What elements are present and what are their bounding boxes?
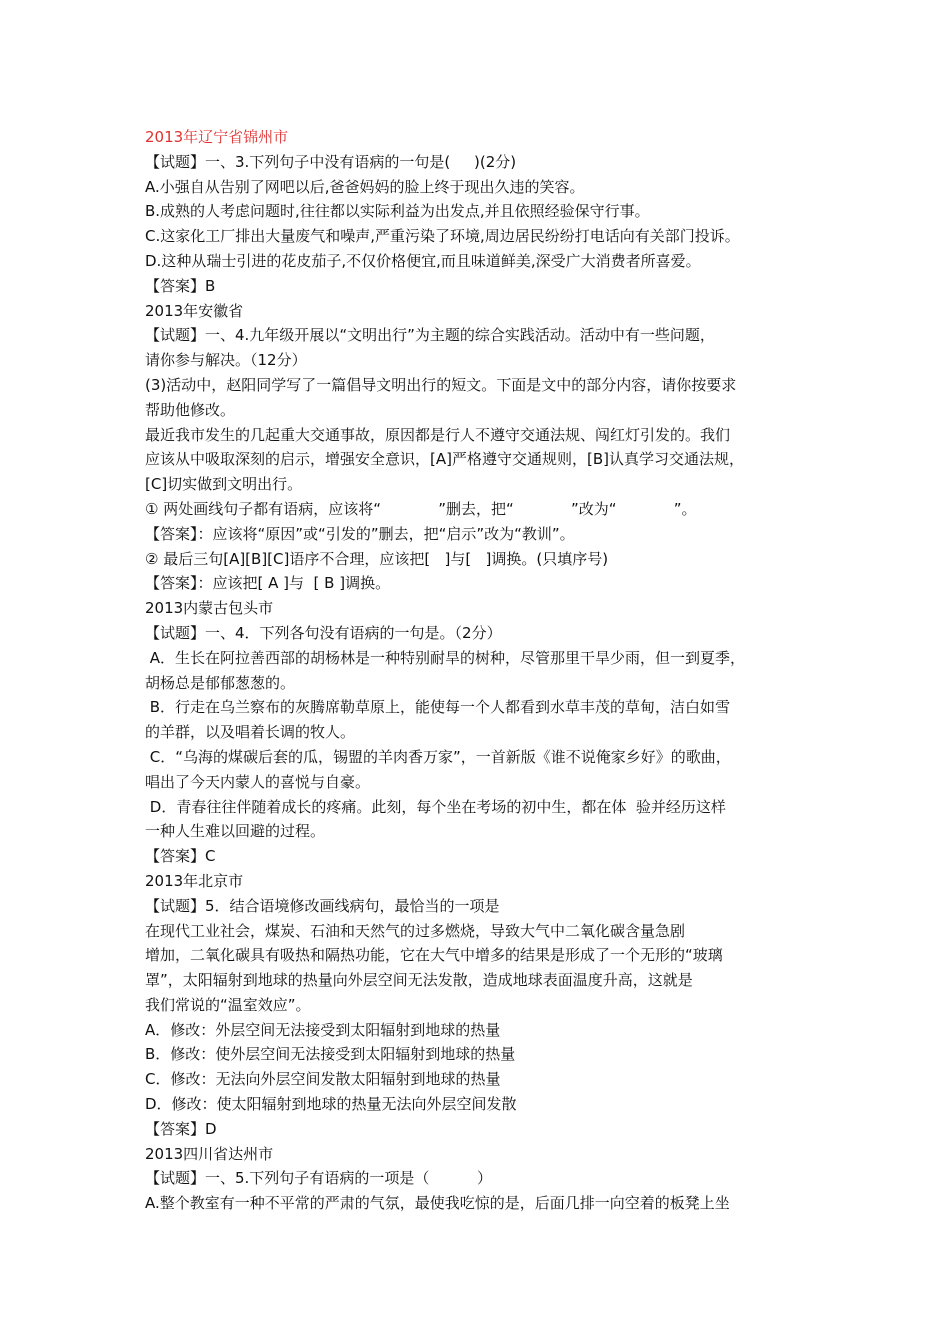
text-line: 2013年北京市 xyxy=(145,871,244,890)
section-heading: 2013年辽宁省锦州市 xyxy=(145,128,289,146)
text-line: 胡杨总是郁郁葱葱的。 xyxy=(145,673,296,692)
text-line: D.这种从瑞士引进的花皮茄子,不仅价格便宜,而且味道鲜美,深受广大消费者所喜爱。 xyxy=(145,251,701,270)
text-line: D．青春往往伴随着成长的疼痛。此刻，每个坐在考场的初中生，都在体 验并经历这样 xyxy=(145,797,726,816)
text-line: 一种人生难以回避的过程。 xyxy=(145,822,326,841)
text-line: B．行走在乌兰察布的灰腾席勒草原上，能使每一个人都看到水草丰茂的草甸，洁白如雪 xyxy=(145,698,731,717)
text-line: 增加，二氧化碳具有吸热和隔热功能，它在大气中增多的结果是形成了一个无形的“玻璃 xyxy=(145,946,723,965)
text-line: 帮助他修改。 xyxy=(145,400,236,419)
text-line: 【试题】一、3.下列句子中没有语病的一句是( )(2分) xyxy=(145,152,517,171)
text-line: C.这家化工厂排出大量废气和噪声,严重污染了环境,周边居民纷纷打电话向有关部门投诉。 xyxy=(145,227,740,246)
text-line: 的羊群，以及唱着长调的牧人。 xyxy=(145,723,356,742)
text-line: (3)活动中，赵阳同学写了一篇倡导文明出行的短文。下面是文中的部分内容，请你按要求 xyxy=(145,375,737,394)
text-line: A．生长在阿拉善西部的胡杨林是一种特别耐旱的树种，尽管那里干旱少雨，但一到夏季， xyxy=(145,648,746,667)
text-line: [C]切实做到文明出行。 xyxy=(145,475,303,494)
text-line: 2013年安徽省 xyxy=(145,301,244,320)
text-line: 罩”，太阳辐射到地球的热量向外层空间无法发散，造成地球表面温度升高，这就是 xyxy=(145,971,693,990)
text-line: 【答案】：应该将“原因”或“引发的”删去，把“启示”改为“教训”。 xyxy=(145,524,575,543)
text-line: D．修改：使太阳辐射到地球的热量无法向外层空间发散 xyxy=(145,1095,517,1114)
text-line: 我们常说的“温室效应”。 xyxy=(145,995,311,1014)
text-line: A.小强自从告别了网吧以后,爸爸妈妈的脸上终于现出久违的笑容。 xyxy=(145,177,585,196)
text-line: C．“乌海的煤碳后套的瓜，锡盟的羊肉香万家”，一首新版《谁不说俺家乡好》的歌曲， xyxy=(145,747,731,766)
text-line: B.成熟的人考虑问题时,往往都以实际利益为出发点,并且依照经验保守行事。 xyxy=(145,202,650,221)
text-line: 【答案】：应该把[ A ]与 [ B ]调换。 xyxy=(145,574,391,593)
text-line: 【答案】C xyxy=(145,847,216,866)
text-line: 【试题】一、5.下列句子有语病的一项是（ ） xyxy=(145,1169,492,1188)
text-line: 【试题】5．结合语境修改画线病句，最恰当的一项是 xyxy=(145,896,500,915)
text-line: 【答案】D xyxy=(145,1119,217,1138)
text-line: A.整个教室有一种不平常的严肃的气氛，最使我吃惊的是，后面几排一向空着的板凳上坐 xyxy=(145,1194,730,1213)
text-line: 2013四川省达州市 xyxy=(145,1144,274,1163)
text-line: ① 两处画线句子都有语病，应该将“ ”删去，把“ ”改为“ ”。 xyxy=(145,499,697,518)
text-line: 应该从中吸取深刻的启示，增强安全意识，[A]严格遵守交通规则，[B]认真学习交通法规， xyxy=(145,450,744,469)
text-line: 【试题】一、4.九年级开展以“文明出行”为主题的综合实践活动。活动中有一些问题， xyxy=(145,326,715,345)
text-line: 最近我市发生的几起重大交通事故，原因都是行人不遵守交通法规、闯红灯引发的。我们 xyxy=(145,425,731,444)
document-body xyxy=(145,125,825,1216)
text-line: 2013内蒙古包头市 xyxy=(145,599,274,618)
text-line: ② 最后三句[A][B][C]语序不合理，应该把[ ]与[ ]调换。(只填序号) xyxy=(145,549,609,568)
text-line: 在现代工业社会，煤炭、石油和天然气的过多燃烧，导致大气中二氧化碳含量急剧 xyxy=(145,921,686,940)
text-line: 唱出了今天内蒙人的喜悦与自豪。 xyxy=(145,772,371,791)
text-line: 请你参与解决。（12分） xyxy=(145,351,307,370)
text-line: C．修改：无法向外层空间发散太阳辐射到地球的热量 xyxy=(145,1070,501,1089)
text-line: A．修改：外层空间无法接受到太阳辐射到地球的热量 xyxy=(145,1020,501,1039)
text-line: 【答案】B xyxy=(145,276,216,295)
text-line: 【试题】一、4．下列各句没有语病的一句是。（2分） xyxy=(145,623,502,642)
text-line: B．修改：使外层空间无法接受到太阳辐射到地球的热量 xyxy=(145,1045,516,1064)
